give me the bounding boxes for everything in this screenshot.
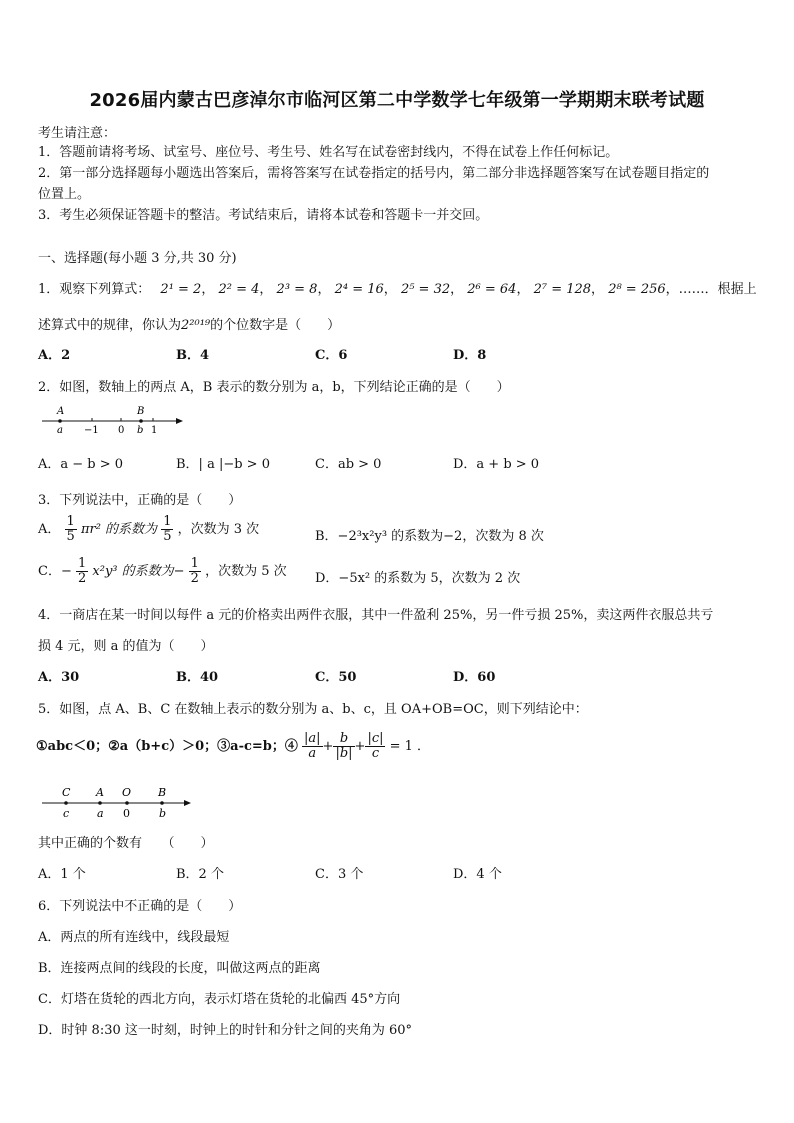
numerator: |a| <box>304 731 321 746</box>
label-minus-one: −1 <box>84 425 99 436</box>
q1-stem: 1．观察下列算式： <box>38 282 151 297</box>
q5-term-1 <box>302 732 323 761</box>
q4-option-d: D．60 <box>453 670 496 685</box>
q4-option-b: B．40 <box>176 670 219 685</box>
notice-heading: 考生请注意： <box>38 126 117 141</box>
q3-c-fraction <box>76 557 88 586</box>
denominator: 2 <box>190 571 199 586</box>
label-A: A <box>57 406 65 417</box>
point-c-dot <box>64 801 68 805</box>
q1-power: 2⁴ = 16 <box>334 282 384 297</box>
q1-stem-b1: 述算式中的规律，你认为 <box>38 318 182 333</box>
q3-c-prefix: C．− <box>38 564 72 579</box>
q1-power: 2⁷ = 128 <box>533 282 592 297</box>
question-1-cont <box>38 314 340 333</box>
label-B: B <box>158 786 167 799</box>
q1-power: 2³ = 8 <box>276 282 318 297</box>
q1-stem-b3: 的个位数字是（ ） <box>210 318 341 333</box>
denominator: 5 <box>66 529 75 544</box>
q5-claim4-tail: = 1 ． <box>389 739 431 754</box>
page-title: 2026届内蒙古巴彦淖尔市临河区第二中学数学七年级第一学期期末联考试题 <box>89 90 705 111</box>
section-heading: 一、选择题(每小题 3 分,共 30 分) <box>38 251 237 266</box>
q5-ask: 其中正确的个数有 （ ） <box>38 836 214 851</box>
q5-term-3 <box>365 732 385 761</box>
q5-option-d: D．4 个 <box>453 867 502 882</box>
q1-power: 2⁵ = 32 <box>400 282 451 297</box>
point-a-dot <box>58 419 62 423</box>
numerator: 1 <box>66 514 75 529</box>
question-6: 6．下列说法中不正确的是（ ） <box>38 899 242 914</box>
q2-option-b: B．| a |−b > 0 <box>176 457 270 472</box>
q5-claims: ①abc＜0；②a（b+c）＞0；③a-c=b；④ $\frac{|a|}{a}$ + $\frac{b}{|b|}$ + $\frac{|c|}{c}$ = 1 ． <box>36 731 431 761</box>
question-1: 1．观察下列算式： 2¹ = 2， 2² = 4， 2³ = 8， 2⁴ = 16， 2⁵ = 32， 2⁶ = 64， 2⁷ = 128， 2⁸ = 256，……．根据上 <box>38 282 757 297</box>
q5-term-2 <box>333 732 354 761</box>
notice-item-2: 2．第一部分选择题每小题选出答案后，需将答案写在试卷指定的括号内，第二部分非选择题答案写在试卷题目指定的 <box>38 166 710 181</box>
point-o-dot <box>125 801 129 805</box>
q5-number-line <box>38 783 198 823</box>
notice-item-2-cont: 位置上。 <box>38 187 91 202</box>
q3-option-b: B．−2³x²y³ 的系数为−2，次数为 8 次 <box>315 529 544 544</box>
q1-option-b: B．4 <box>176 348 210 363</box>
q6-option-a: A．两点的所有连线中，线段最短 <box>38 930 230 945</box>
denominator: 2 <box>77 571 87 586</box>
label-zero: 0 <box>118 425 125 436</box>
q1-option-d: D．8 <box>453 348 487 363</box>
label-b: b <box>159 807 167 820</box>
question-4-line-2: 损 4 元，则 a 的值为（ ） <box>38 639 214 654</box>
notice-item-3: 3．考生必须保证答题卡的整洁。考试结束后，请将本试卷和答题卡一并交回。 <box>38 208 489 223</box>
q1-power: 2⁸ = 256 <box>608 282 666 297</box>
q6-option-d: D．时钟 8:30 这一时刻，时钟上的时针和分针之间的夹角为 60° <box>38 1023 413 1038</box>
label-a: a <box>97 807 104 820</box>
q1-option-c: C．6 <box>315 348 348 363</box>
q1-power: 2¹ = 2 <box>160 282 202 297</box>
numerator: |c| <box>367 731 384 746</box>
q3-option-d: D．−5x² 的系数为 5，次数为 2 次 <box>315 571 521 586</box>
q1-ellipsis: ，……．根据上 <box>665 282 757 297</box>
q2-option-a: A．a − b > 0 <box>38 457 124 472</box>
q6-option-c: C．灯塔在货轮的西北方向，表示灯塔在货轮的北偏西 45°方向 <box>38 992 401 1007</box>
q2-option-d: D．a + b > 0 <box>453 457 540 472</box>
numerator: b <box>333 732 354 747</box>
point-b-dot <box>160 801 164 805</box>
q1-option-a: A．2 <box>38 348 71 363</box>
label-c: c <box>63 807 70 820</box>
notice-item-1: 1．答题前请将考场、试室号、座位号、考生号、姓名写在试卷密封线内，不得在试卷上作任何标记。 <box>38 145 619 160</box>
q4-option-a: A．30 <box>38 670 80 685</box>
denominator: |b| <box>335 746 353 761</box>
q5-option-a: A．1 个 <box>38 867 86 882</box>
question-2: 2．如图，数轴上的两点 A，B 表示的数分别为 a，b，下列结论正确的是（ ） <box>38 380 510 395</box>
label-B: B <box>137 406 145 417</box>
q3-a-fraction-2 <box>161 515 173 544</box>
q3-a-mid: πr² 的系数为 <box>80 522 158 537</box>
denominator: c <box>371 746 380 761</box>
label-zero: 0 <box>123 807 130 820</box>
q1-power: 2² = 4 <box>218 282 260 297</box>
q3-option-c <box>38 557 287 586</box>
q5-option-c: C．3 个 <box>315 867 364 882</box>
point-a-dot <box>98 801 102 805</box>
label-A: A <box>96 786 104 799</box>
q1-power: 2⁶ = 64 <box>467 282 517 297</box>
q3-option-a <box>38 515 259 544</box>
label-C: C <box>62 786 71 799</box>
label-b: b <box>137 425 144 436</box>
label-a: a <box>57 425 63 436</box>
q3-a-prefix: A． <box>38 522 61 537</box>
q1-power-2019: 2²⁰¹⁹ <box>181 318 211 333</box>
q5-claims-text: ①abc＜0；②a（b+c）＞0；③a-c=b；④ <box>36 739 298 754</box>
numerator: 1 <box>77 556 87 571</box>
q3-c-fraction-2 <box>189 557 201 586</box>
question-4-line-1: 4．一商店在某一时间以每件 a 元的价格卖出两件衣服，其中一件盈利 25%，另一件亏损 25%，卖这两件衣服总共亏 <box>38 608 714 623</box>
numerator: 1 <box>190 556 199 571</box>
q2-option-c: C．ab > 0 <box>315 457 382 472</box>
axis-arrow <box>176 418 183 424</box>
point-b-dot <box>139 419 143 423</box>
q3-c-mid: x²y³ 的系数为− <box>92 564 185 579</box>
q3-a-fraction <box>65 515 77 544</box>
label-one: 1 <box>151 425 158 436</box>
question-3: 3．下列说法中，正确的是（ ） <box>38 493 242 508</box>
denominator: 5 <box>163 529 172 544</box>
q5-option-b: B．2 个 <box>176 867 224 882</box>
denominator: a <box>308 746 317 761</box>
label-O: O <box>122 786 132 799</box>
q6-option-b: B．连接两点间的线段的长度，叫做这两点的距离 <box>38 961 321 976</box>
numerator: 1 <box>163 514 172 529</box>
q3-a-post: ，次数为 3 次 <box>177 522 260 537</box>
question-5: 5．如图，点 A、B、C 在数轴上表示的数分别为 a、b、c，且 OA+OB=OC，则下列结论中： <box>38 702 588 717</box>
axis-arrow <box>184 800 191 806</box>
q2-number-line <box>38 402 188 436</box>
q4-option-c: C．50 <box>315 670 357 685</box>
q3-c-post: ，次数为 5 次 <box>205 564 287 579</box>
